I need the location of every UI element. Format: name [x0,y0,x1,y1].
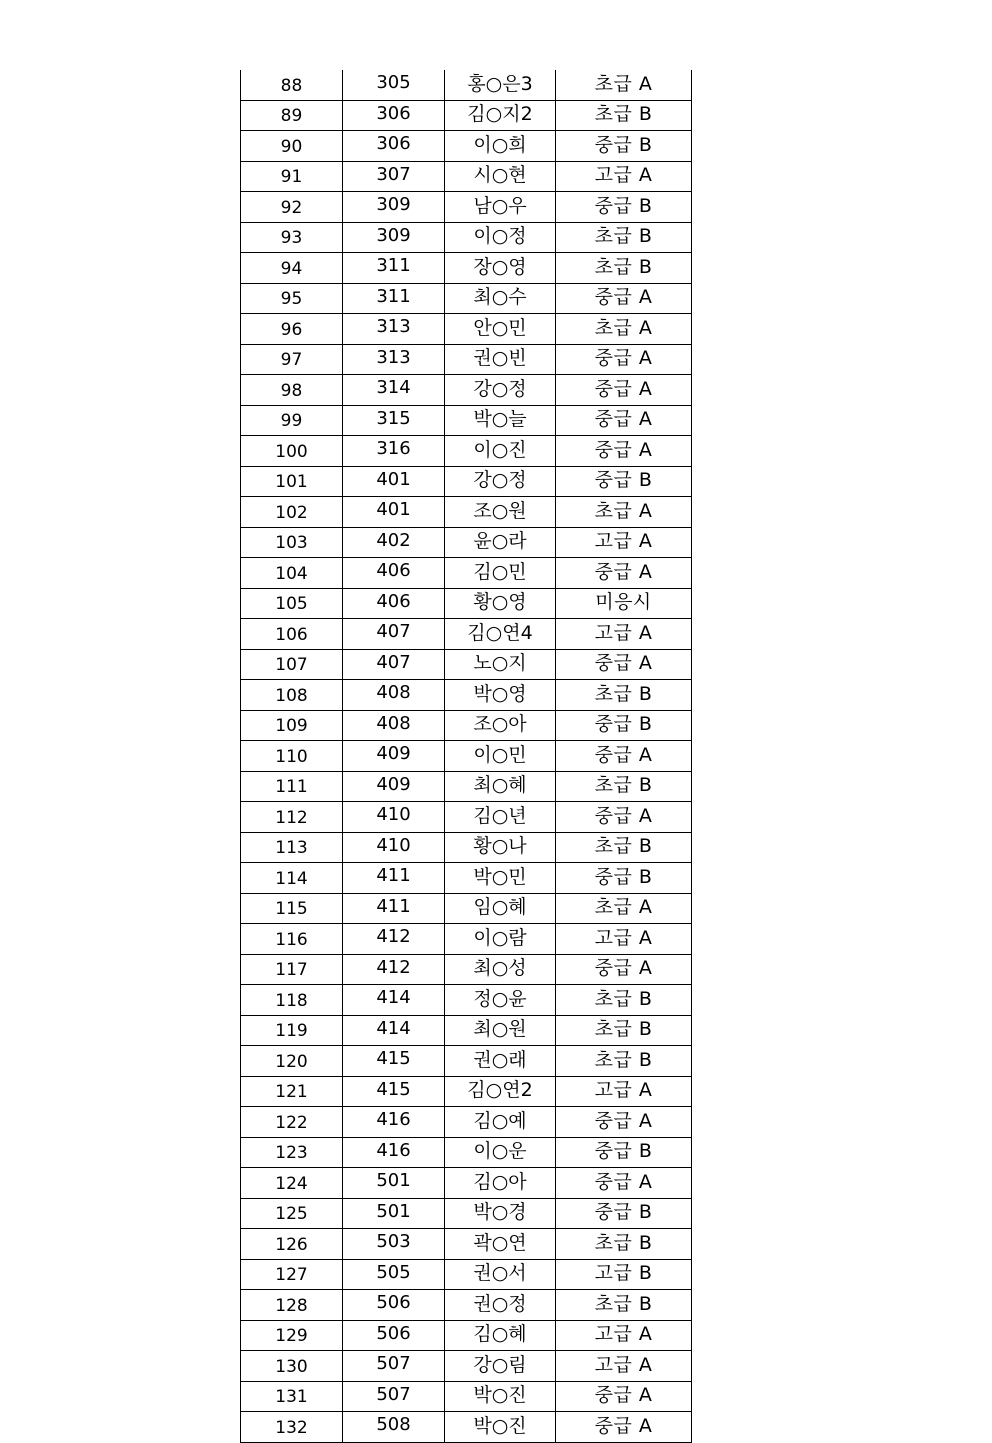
student-name-cell: 박○영 [445,680,556,711]
table-row [241,710,692,741]
level-cell: 중급 A [556,1107,692,1138]
student-name-cell: 박○민 [445,863,556,894]
row-number-cell: 116 [241,924,343,955]
level-cell: 초급 B [556,222,692,253]
room-number-cell: 505 [343,1259,445,1290]
room-number-cell: 401 [343,466,445,497]
level-cell: 중급 A [556,558,692,589]
row-number-cell: 102 [241,497,343,528]
row-number-cell: 108 [241,680,343,711]
room-number-cell: 311 [343,283,445,314]
level-cell: 초급 A [556,70,692,100]
student-name-cell: 홍○은3 [445,70,556,100]
level-cell: 초급 B [556,253,692,284]
student-name-cell: 황○영 [445,588,556,619]
room-number-cell: 402 [343,527,445,558]
table-row [241,314,692,345]
table-row [241,100,692,131]
table-row [241,893,692,924]
row-number-cell: 128 [241,1290,343,1321]
room-number-cell: 414 [343,985,445,1016]
room-number-cell: 507 [343,1351,445,1382]
table-row [241,1290,692,1321]
row-number-cell: 94 [241,253,343,284]
row-number-cell: 119 [241,1015,343,1046]
student-name-cell: 강○림 [445,1351,556,1382]
table-row [241,1320,692,1351]
student-name-cell: 최○혜 [445,771,556,802]
room-number-cell: 307 [343,161,445,192]
row-number-cell: 106 [241,619,343,650]
table-row [241,253,692,284]
room-number-cell: 313 [343,314,445,345]
table-row [241,863,692,894]
room-number-cell: 411 [343,863,445,894]
level-cell: 고급 A [556,1320,692,1351]
student-name-cell: 최○성 [445,954,556,985]
student-name-cell: 임○혜 [445,893,556,924]
table-row [241,924,692,955]
row-number-cell: 111 [241,771,343,802]
level-cell: 고급 B [556,1259,692,1290]
student-name-cell: 최○원 [445,1015,556,1046]
table-row [241,1076,692,1107]
row-number-cell: 88 [241,70,343,100]
room-number-cell: 409 [343,741,445,772]
student-name-cell: 김○아 [445,1168,556,1199]
row-number-cell: 123 [241,1137,343,1168]
row-number-cell: 118 [241,985,343,1016]
room-number-cell: 314 [343,375,445,406]
table-row [241,1137,692,1168]
room-number-cell: 508 [343,1412,445,1443]
room-number-cell: 410 [343,832,445,863]
level-cell: 초급 B [556,680,692,711]
row-number-cell: 122 [241,1107,343,1138]
room-number-cell: 311 [343,253,445,284]
student-name-cell: 황○나 [445,832,556,863]
roster-table-body [241,70,692,1442]
table-row [241,527,692,558]
student-name-cell: 장○영 [445,253,556,284]
row-number-cell: 92 [241,192,343,223]
level-cell: 중급 A [556,405,692,436]
row-number-cell: 112 [241,802,343,833]
student-name-cell: 안○민 [445,314,556,345]
table-row [241,1015,692,1046]
table-row [241,558,692,589]
level-cell: 고급 A [556,161,692,192]
student-name-cell: 권○서 [445,1259,556,1290]
student-name-cell: 박○경 [445,1198,556,1229]
table-row [241,741,692,772]
level-cell: 중급 A [556,1412,692,1443]
table-row [241,771,692,802]
level-cell: 고급 A [556,1076,692,1107]
row-number-cell: 121 [241,1076,343,1107]
room-number-cell: 414 [343,1015,445,1046]
room-number-cell: 313 [343,344,445,375]
table-row [241,161,692,192]
student-name-cell: 이○람 [445,924,556,955]
level-cell: 고급 A [556,527,692,558]
table-row [241,680,692,711]
table-row [241,497,692,528]
level-cell: 중급 B [556,192,692,223]
table-row [241,1351,692,1382]
level-cell: 중급 A [556,1381,692,1412]
row-number-cell: 124 [241,1168,343,1199]
student-name-cell: 강○정 [445,466,556,497]
room-number-cell: 501 [343,1198,445,1229]
table-row [241,375,692,406]
room-number-cell: 415 [343,1076,445,1107]
room-number-cell: 408 [343,710,445,741]
row-number-cell: 120 [241,1046,343,1077]
room-number-cell: 407 [343,649,445,680]
room-number-cell: 506 [343,1320,445,1351]
room-number-cell: 501 [343,1168,445,1199]
row-number-cell: 131 [241,1381,343,1412]
level-cell: 초급 B [556,1290,692,1321]
level-cell: 고급 A [556,924,692,955]
room-number-cell: 306 [343,100,445,131]
row-number-cell: 100 [241,436,343,467]
table-row [241,466,692,497]
student-name-cell: 이○희 [445,131,556,162]
student-name-cell: 김○민 [445,558,556,589]
room-number-cell: 409 [343,771,445,802]
level-cell: 중급 A [556,436,692,467]
room-number-cell: 416 [343,1107,445,1138]
table-row [241,344,692,375]
student-name-cell: 김○년 [445,802,556,833]
student-name-cell: 시○현 [445,161,556,192]
student-name-cell: 곽○연 [445,1229,556,1260]
row-number-cell: 93 [241,222,343,253]
row-number-cell: 110 [241,741,343,772]
level-cell: 초급 B [556,1015,692,1046]
room-number-cell: 316 [343,436,445,467]
student-name-cell: 김○지2 [445,100,556,131]
student-name-cell: 김○연4 [445,619,556,650]
level-cell: 초급 B [556,771,692,802]
student-name-cell: 최○수 [445,283,556,314]
row-number-cell: 132 [241,1412,343,1443]
level-cell: 중급 A [556,802,692,833]
table-row [241,405,692,436]
row-number-cell: 91 [241,161,343,192]
table-row [241,832,692,863]
level-cell: 중급 B [556,466,692,497]
room-number-cell: 309 [343,222,445,253]
row-number-cell: 117 [241,954,343,985]
row-number-cell: 125 [241,1198,343,1229]
student-name-cell: 권○정 [445,1290,556,1321]
student-name-cell: 권○래 [445,1046,556,1077]
table-row [241,649,692,680]
level-cell: 중급 B [556,131,692,162]
row-number-cell: 101 [241,466,343,497]
level-cell: 초급 A [556,314,692,345]
room-number-cell: 401 [343,497,445,528]
student-name-cell: 정○윤 [445,985,556,1016]
row-number-cell: 105 [241,588,343,619]
room-number-cell: 507 [343,1381,445,1412]
row-number-cell: 115 [241,893,343,924]
student-name-cell: 이○운 [445,1137,556,1168]
level-cell: 중급 B [556,863,692,894]
room-number-cell: 406 [343,558,445,589]
room-number-cell: 412 [343,924,445,955]
level-cell: 미응시 [556,588,692,619]
row-number-cell: 97 [241,344,343,375]
room-number-cell: 415 [343,1046,445,1077]
level-cell: 고급 A [556,619,692,650]
student-name-cell: 김○연2 [445,1076,556,1107]
row-number-cell: 103 [241,527,343,558]
row-number-cell: 114 [241,863,343,894]
level-cell: 초급 B [556,100,692,131]
row-number-cell: 99 [241,405,343,436]
student-name-cell: 박○진 [445,1412,556,1443]
room-number-cell: 410 [343,802,445,833]
table-row [241,131,692,162]
level-cell: 중급 A [556,954,692,985]
table-row [241,588,692,619]
student-name-cell: 이○민 [445,741,556,772]
table-row [241,1198,692,1229]
row-number-cell: 89 [241,100,343,131]
row-number-cell: 109 [241,710,343,741]
student-name-cell: 조○원 [445,497,556,528]
student-name-cell: 김○혜 [445,1320,556,1351]
row-number-cell: 98 [241,375,343,406]
student-name-cell: 조○아 [445,710,556,741]
table-row [241,802,692,833]
level-cell: 초급 B [556,1229,692,1260]
table-row [241,1381,692,1412]
level-cell: 중급 B [556,1137,692,1168]
row-number-cell: 107 [241,649,343,680]
room-number-cell: 503 [343,1229,445,1260]
student-name-cell: 윤○라 [445,527,556,558]
room-number-cell: 411 [343,893,445,924]
table-row [241,954,692,985]
level-cell: 고급 A [556,1351,692,1382]
roster-table [240,70,692,1443]
level-cell: 중급 B [556,1198,692,1229]
room-number-cell: 315 [343,405,445,436]
student-name-cell: 박○진 [445,1381,556,1412]
level-cell: 초급 B [556,1046,692,1077]
level-cell: 중급 A [556,283,692,314]
row-number-cell: 127 [241,1259,343,1290]
student-name-cell: 이○정 [445,222,556,253]
level-cell: 중급 B [556,710,692,741]
table-row [241,70,692,100]
level-cell: 중급 A [556,375,692,406]
room-number-cell: 406 [343,588,445,619]
table-row [241,619,692,650]
table-row [241,1107,692,1138]
table-row [241,1412,692,1443]
student-name-cell: 김○예 [445,1107,556,1138]
level-cell: 초급 B [556,832,692,863]
table-row [241,1046,692,1077]
table-row [241,1168,692,1199]
level-cell: 중급 A [556,1168,692,1199]
room-number-cell: 306 [343,131,445,162]
table-row [241,1229,692,1260]
level-cell: 초급 A [556,497,692,528]
level-cell: 중급 A [556,344,692,375]
room-number-cell: 412 [343,954,445,985]
room-number-cell: 408 [343,680,445,711]
level-cell: 초급 B [556,985,692,1016]
table-row [241,985,692,1016]
level-cell: 중급 A [556,649,692,680]
student-name-cell: 노○지 [445,649,556,680]
room-number-cell: 506 [343,1290,445,1321]
student-name-cell: 이○진 [445,436,556,467]
room-number-cell: 416 [343,1137,445,1168]
level-cell: 초급 A [556,893,692,924]
table-row [241,1259,692,1290]
room-number-cell: 407 [343,619,445,650]
room-number-cell: 309 [343,192,445,223]
row-number-cell: 104 [241,558,343,589]
row-number-cell: 95 [241,283,343,314]
row-number-cell: 130 [241,1351,343,1382]
student-name-cell: 강○정 [445,375,556,406]
row-number-cell: 90 [241,131,343,162]
table-row [241,222,692,253]
level-cell: 중급 A [556,741,692,772]
room-number-cell: 305 [343,70,445,100]
row-number-cell: 126 [241,1229,343,1260]
table-row [241,436,692,467]
table-row [241,192,692,223]
table-row [241,283,692,314]
row-number-cell: 129 [241,1320,343,1351]
student-name-cell: 박○늘 [445,405,556,436]
row-number-cell: 113 [241,832,343,863]
row-number-cell: 96 [241,314,343,345]
student-name-cell: 남○우 [445,192,556,223]
student-name-cell: 권○빈 [445,344,556,375]
